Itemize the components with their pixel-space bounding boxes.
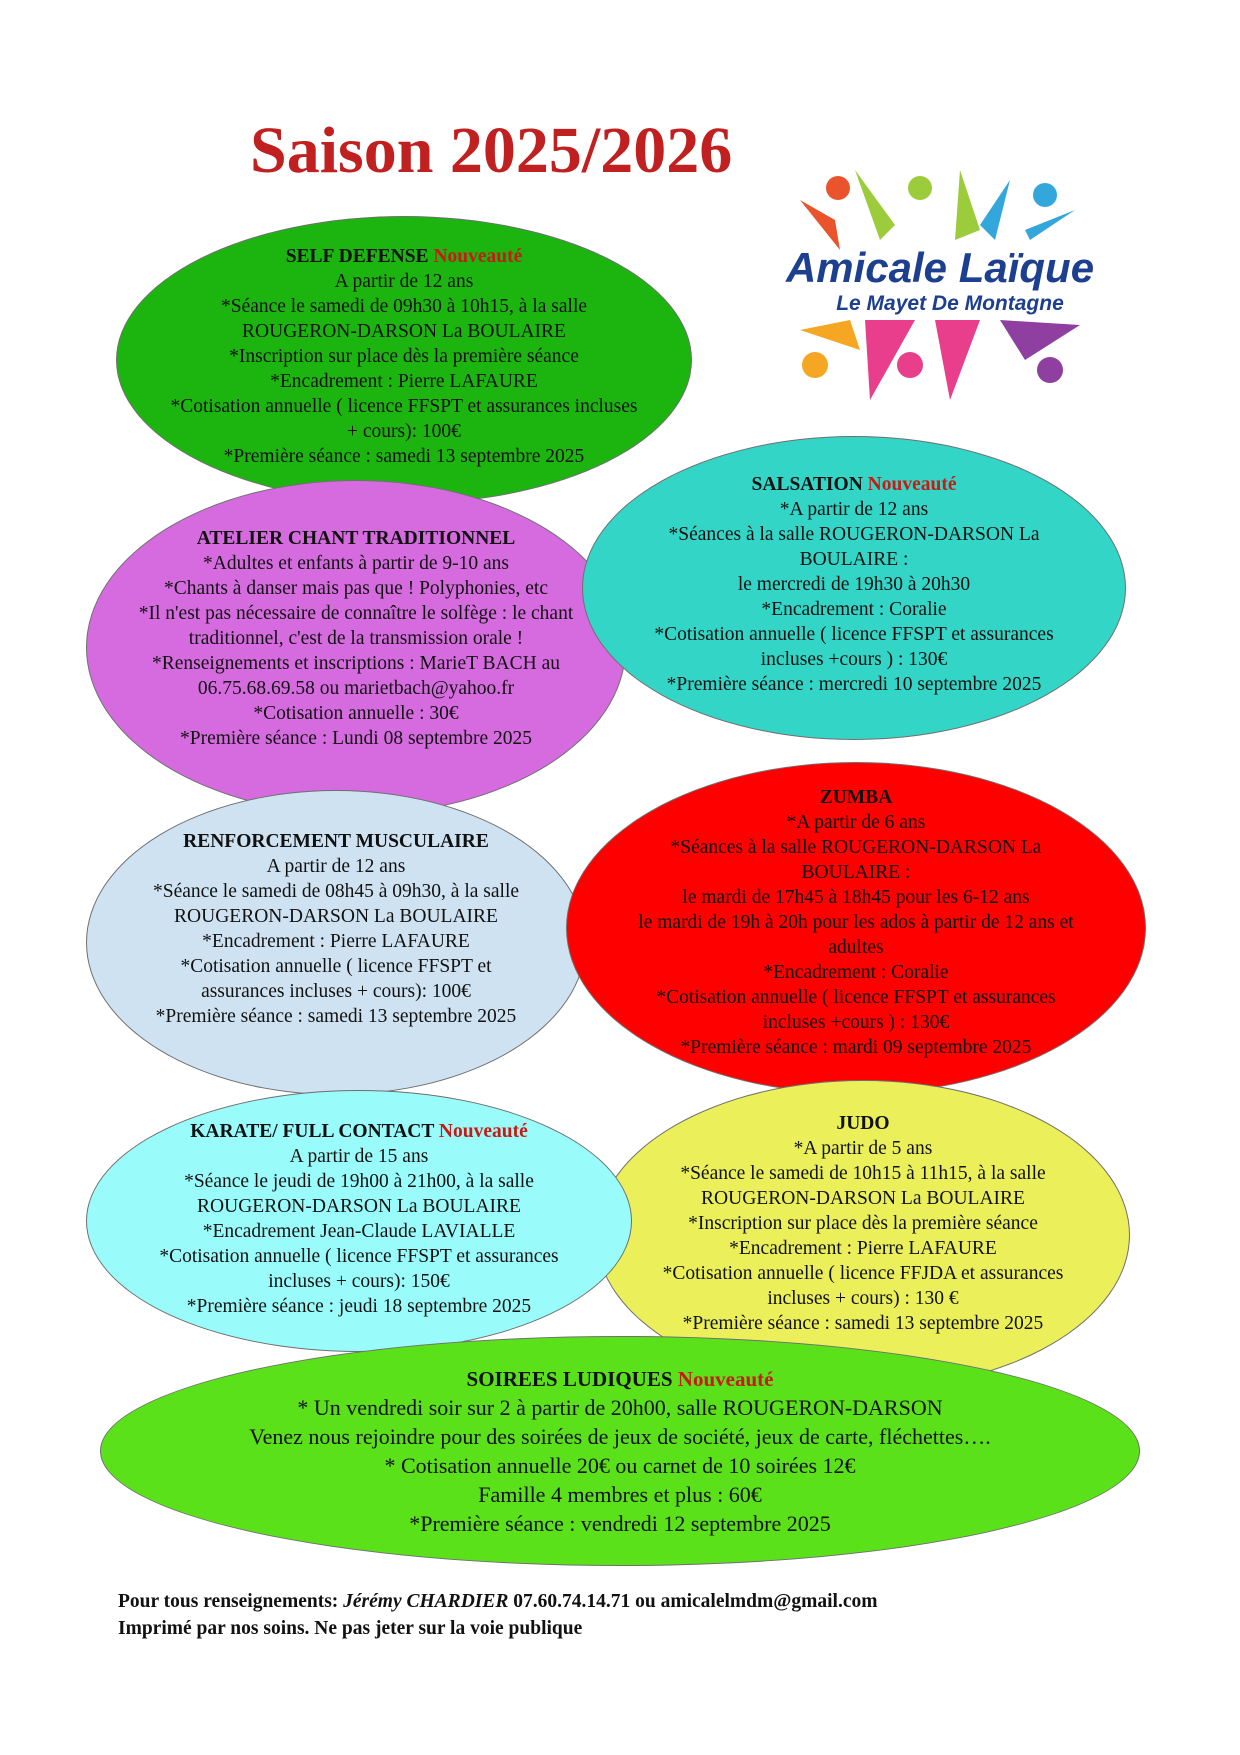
footer — [118, 1588, 877, 1642]
activity-atelier-chant — [86, 480, 626, 815]
footer-contact-line: Pour tous renseignements: Jérémy CHARDIER 07.60.74.14.71 ou amicalelmdm@gmail.com — [118, 1591, 878, 1612]
page-title: Saison 2025/2026 — [250, 114, 733, 187]
amicale-laique-logo — [780, 170, 1100, 430]
activity-title: ATELIER CHANT TRADITIONNEL — [196, 528, 516, 549]
activity-title: KARATE/ FULL CONTACT Nouveauté — [190, 1121, 528, 1142]
footer-print-notice: Imprimé par nos soins. Ne pas jeter sur la voie publique — [118, 1618, 583, 1639]
activity-title: SALSATION Nouveauté — [751, 474, 957, 495]
activity-karate — [86, 1090, 632, 1352]
activity-renforcement — [86, 790, 586, 1095]
svg-text:Amicale Laïque: Amicale Laïque — [785, 244, 1095, 291]
activity-title: ZUMBA — [819, 787, 893, 808]
people-figures-icon — [800, 170, 1075, 250]
activity-text: SOIREES LUDIQUES Nouveauté * Un vendredi soir sur 2 à partir de 20h00, salle ROUGERON-DARSON Venez nous rejoindre pour des soirées de jeux de société, jeux de carte, fléchettes…. * Cotisation annuelle 20€ ou carnet de 10 soirées 12€ Famille 4 membres et plus : 60€ *Première séance : vendredi 12 septembre 2025 — [153, 1365, 1087, 1538]
svg-text:Le Mayet De Montagne: Le Mayet De Montagne — [836, 292, 1064, 315]
activity-text: ZUMBA *A partir de 6 ans *Séances à la salle ROUGERON-DARSON La BOULAIRE : le mardi de 17h45 à 18h45 pour les 6-12 ans le mardi de 19h à 20h pour les ados à partir de 12 ans et adultes *Encadrement : Coralie *Cotisation annuelle ( licence FFSPT et assurances incluses +cours ) : 130€ *Première séance : mardi 09 septembre 2025 — [638, 787, 1074, 1058]
activity-text: JUDO *A partir de 5 ans *Séance le samedi de 10h15 à 11h15, à la salle ROUGERON-DARSON La BOULAIRE *Inscription sur place dès la première séance *Encadrement : Pierre LAFAURE *Cotisation annuelle ( licence FFJDA et assurances incluses + cours) : 130 € *Première séance : samedi 13 septembre 2025 — [656, 1111, 1071, 1336]
activity-text: ATELIER CHANT TRADITIONNEL *Adultes et enfants à partir de 9-10 ans *Chants à danser mais pas que ! Polyphonies, etc *Il n'est pas nécessaire de connaître le solfège : le chant traditionnel, c'est de la transmission orale ! *Renseignements et inscriptions : MarieT BACH au 06.75.68.69.58 ou marietbach@yahoo.fr *Cotisation annuelle : 30€ *Première séance : Lundi 08 septembre 2025 — [135, 526, 576, 751]
activity-salsation — [582, 436, 1126, 740]
activity-title: SELF DEFENSE Nouveauté — [285, 246, 523, 267]
activity-title: SOIREES LUDIQUES Nouveauté — [466, 1367, 774, 1391]
activity-title: JUDO — [836, 1113, 890, 1134]
activity-text: SALSATION Nouveauté *A partir de 12 ans *Séances à la salle ROUGERON-DARSON La BOULAIRE : le mercredi de 19h30 à 20h30 *Encadrement : Coralie *Cotisation annuelle ( licence FFSPT et assurances incluses +cours ) : 130€ *Première séance : mercredi 10 septembre 2025 — [632, 472, 1076, 697]
activity-text: RENFORCEMENT MUSCULAIRE A partir de 12 ans *Séance le samedi de 08h45 à 09h30, à la salle ROUGERON-DARSON La BOULAIRE *Encadrement : Pierre LAFAURE *Cotisation annuelle ( licence FFSPT et assurances incluses + cours): 100€ *Première séance : samedi 13 septembre 2025 — [142, 829, 530, 1029]
activity-text: KARATE/ FULL CONTACT Nouveauté A partir de 15 ans *Séance le jeudi de 19h00 à 21h00, à la salle ROUGERON-DARSON La BOULAIRE *Encadrement Jean-Claude LAVIALLE *Cotisation annuelle ( licence FFSPT et assurances incluses + cours): 150€ *Première séance : jeudi 18 septembre 2025 — [136, 1119, 582, 1319]
activity-self-defense — [116, 216, 692, 504]
activity-text: SELF DEFENSE Nouveauté A partir de 12 ans *Séance le samedi de 09h30 à 10h15, à la salle ROUGERON-DARSON La BOULAIRE *Inscription sur place dès la première séance *Encadrement : Pierre LAFAURE *Cotisation annuelle ( licence FFSPT et assurances incluses + cours): 100€ *Première séance : samedi 13 septembre 2025 — [170, 246, 638, 467]
activity-soirees-ludiques — [100, 1336, 1140, 1566]
activity-zumba — [566, 762, 1146, 1094]
activity-title: RENFORCEMENT MUSCULAIRE — [183, 831, 489, 852]
